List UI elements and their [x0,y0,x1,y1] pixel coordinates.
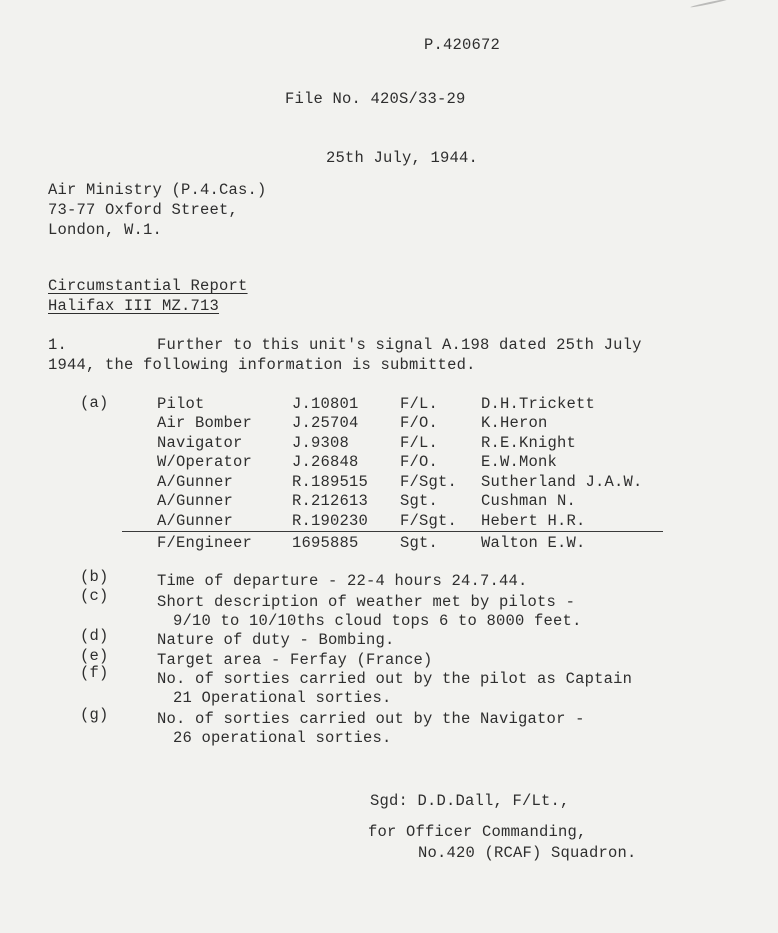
item-label: (e) [80,647,109,665]
crew-role: Pilot [157,395,205,413]
crew-role: A/Gunner [157,512,234,530]
crew-role: A/Gunner [157,492,234,510]
item-line: Time of departure - 22-4 hours 24.7.44. [157,572,528,590]
table-rule [122,531,663,532]
crew-role: Air Bomber [157,414,253,432]
crew-role: W/Operator [157,453,253,471]
crew-number: J.25704 [292,414,359,432]
item-line: No. of sorties carried out by the pilot as Captain [157,670,633,688]
crew-name: Sutherland J.A.W. [481,473,643,491]
letter-date: 25th July, 1944. [326,149,479,167]
crew-number: R.189515 [292,473,369,491]
item-line-continued: 21 Operational sorties. [173,689,392,707]
crew-name: R.E.Knight [481,434,577,452]
address-line-3: London, W.1. [48,221,163,239]
crew-name: E.W.Monk [481,453,558,471]
paragraph-line-1: Further to this unit's signal A.198 dated 25th July [157,336,642,354]
crew-rank: F/Sgt. [400,512,458,530]
crew-number: 1695885 [292,534,359,552]
crew-rank: F/L. [400,395,439,413]
crew-rank: F/O. [400,414,439,432]
crew-name: Hebert H.R. [481,512,586,530]
item-label: (g) [80,706,109,724]
subject-line-1: Circumstantial Report [48,277,248,295]
crew-number: J.9308 [292,434,350,452]
crew-role: F/Engineer [157,534,253,552]
crew-rank: F/L. [400,434,439,452]
crew-rank: F/O. [400,453,439,471]
crew-name: Walton E.W. [481,534,586,552]
crew-rank: Sgt. [400,492,439,510]
squadron-line: No.420 (RCAF) Squadron. [418,844,637,862]
paper-mark [690,0,730,8]
crew-number: R.212613 [292,492,369,510]
paragraph-number: 1. [48,336,68,354]
crew-number: R.190230 [292,512,369,530]
item-label: (c) [80,587,109,605]
crew-number: J.10801 [292,395,359,413]
file-number: File No. 420S/33-29 [285,90,466,108]
item-label: (f) [80,664,109,682]
crew-label: (a) [80,394,109,412]
item-label: (d) [80,627,109,645]
crew-rank: F/Sgt. [400,473,458,491]
paragraph-line-2: 1944, the following information is submitted. [48,356,476,374]
crew-role: Navigator [157,434,243,452]
crew-role: A/Gunner [157,473,234,491]
address-line-2: 73-77 Oxford Street, [48,201,239,219]
subject-line-2: Halifax III MZ.713 [48,297,220,315]
crew-name: D.H.Trickett [481,395,596,413]
item-line: No. of sorties carried out by the Navigator - [157,710,585,728]
item-line: Nature of duty - Bombing. [157,631,395,649]
item-line-continued: 9/10 to 10/10ths cloud tops 6 to 8000 feet. [173,612,582,630]
item-line-continued: 26 operational sorties. [173,729,392,747]
reference-number: P.420672 [424,36,501,54]
address-line-1: Air Ministry (P.4.Cas.) [48,181,267,199]
crew-name: K.Heron [481,414,548,432]
item-label: (b) [80,568,109,586]
item-line: Short description of weather met by pilots - [157,593,576,611]
crew-name: Cushman N. [481,492,577,510]
crew-number: J.26848 [292,453,359,471]
item-line: Target area - Ferfay (France) [157,651,433,669]
signature-for-line: for Officer Commanding, [368,823,587,841]
crew-rank: Sgt. [400,534,439,552]
signature-line: Sgd: D.D.Dall, F/Lt., [370,792,570,810]
